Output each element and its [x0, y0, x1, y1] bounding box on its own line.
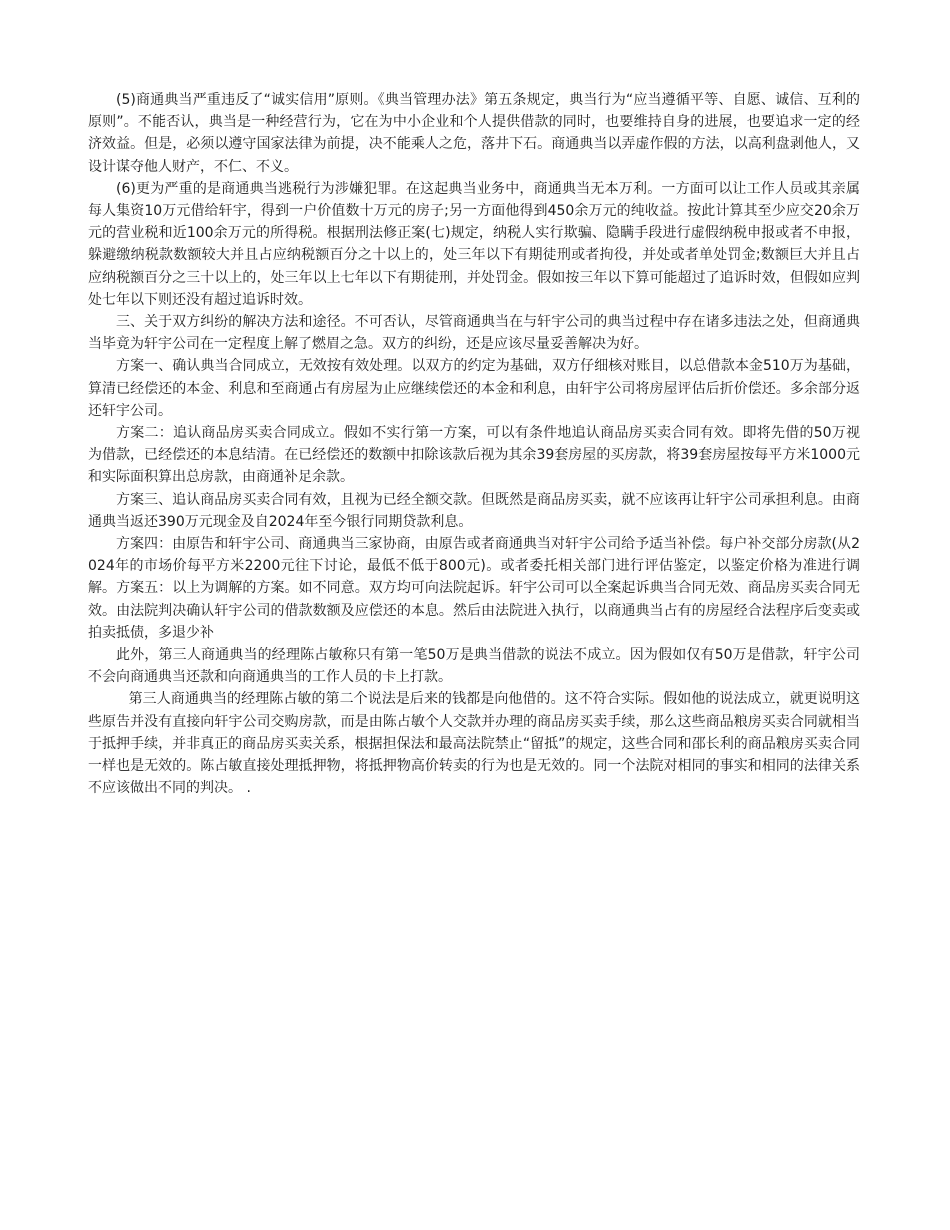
document-body [88, 89, 860, 800]
paragraph-first-claim: 此外，第三人商通典当的经理陈占敏称只有第一笔50万是典当借款的说法不成立。因为假如仅有50万是借款，轩宇公司不会向商通典当还款和向商通典当的工作人员的卡上打款。 [88, 647, 860, 686]
paragraph-plan-three: 方案三、追认商品房买卖合同有效，且视为已经全额交款。但既然是商品房买卖，就不应该再让轩宇公司承担利息。由商通典当返还390万元现金及自2024年至今银行同期贷款利息。 [88, 491, 860, 530]
paragraph-tax-evasion: (6)更为严重的是商通典当逃税行为涉嫌犯罪。在这起典当业务中，商通典当无本万利。一方面可以让工作人员或其亲属每人集资10万元借给轩宇，得到一户价值数十万元的房子;另一方面他得到450余万元的纯收益。按此计算其至少应交20余万元的营业税和近100余万元的所得税。根据刑法修正案(七)规定，纳税人实行欺骗、隐瞒手段进行虚假纳税申报或者不申报，躲避缴纳税款数额较大并且占应纳税额百分之十以上的，处三年以下有期徒刑或者拘役，并处或者单处罚金;数额巨大并且占应纳税额百分之三十以上的，处三年以上七年以下有期徒刑，并处罚金。假如按三年以下算可能超过了追诉时效，但假如应判处七年以下则还没有超过追诉时效。 [88, 180, 860, 308]
paragraph-dispute-resolution: 三、关于双方纠纷的解决方法和途径。不可否认，尽管商通典当在与轩宇公司的典当过程中存在诸多违法之处，但商通典当毕竟为轩宇公司在一定程度上解了燃眉之急。双方的纠纷，还是应该尽量妥善解决为好。 [88, 314, 860, 353]
paragraph-plan-one: 方案一、确认典当合同成立，无效按有效处理。以双方的约定为基础，双方仔细核对账目，以总借款本金510万为基础，算清已经偿还的本金、利息和至商通占有房屋为止应继续偿还的本金和利息，由轩宇公司将房屋评估后折价偿还。多余部分返还轩宇公司。 [88, 358, 860, 419]
paragraph-plan-two: 方案二：追认商品房买卖合同成立。假如不实行第一方案，可以有条件地追认商品房买卖合同有效。即将先借的50万视为借款，已经偿还的本息结清。在已经偿还的数额中扣除该款后视为其余39套房屋的买房款，将39套房屋按每平方米1000元和实际面积算出总房款，由商通补足余款。 [88, 425, 860, 486]
paragraph-plan-four-five: 方案四：由原告和轩宇公司、商通典当三家协商，由原告或者商通典当对轩宇公司给予适当补偿。每户补交部分房款(从2024年的市场价每平方米2200元往下讨论，最低不低于800元)。或者委托相关部门进行评估鉴定，以鉴定价格为准进行调解。方案五：以上为调解的方案。如不同意。双方均可向法院起诉。轩宇公司可以全案起诉典当合同无效、商品房买卖合同无效。由法院判决确认轩宇公司的借款数额及应偿还的本息。然后由法院进入执行，以商通典当占有的房屋经合法程序后变卖或拍卖抵债，多退少补 [88, 536, 860, 641]
paragraph-second-claim: 第三人商通典当的经理陈占敏的第二个说法是后来的钱都是向他借的。这不符合实际。假如他的说法成立，就更说明这些原告并没有直接向轩宇公司交购房款，而是由陈占敏个人交款并办理的商品房买卖手续，那么这些商品粮房买卖合同就相当于抵押手续，并非真正的商品房买卖关系，根据担保法和最高法院禁止“留抵”的规定，这些合同和邵长利的商品粮房买卖合同一样也是无效的。陈占敏直接处理抵押物，将抵押物高价转卖的行为也是无效的。同一个法院对相同的事实和相同的法律关系不应该做出不同的判决。 . [88, 691, 860, 797]
paragraph-integrity-principle: (5)商通典当严重违反了“诚实信用”原则。《典当管理办法》第五条规定，典当行为“应当遵循平等、自愿、诚信、互利的原则”。不能否认，典当是一种经营行为，它在为中小企业和个人提供借款的同时，也要维持自身的进展，也要追求一定的经济效益。但是，必须以遵守国家法律为前提，决不能乘人之危，落井下石。商通典当以弄虚作假的方法，以高利盘剥他人，又设计谋夺他人财产，不仁、不义。 [88, 92, 860, 175]
